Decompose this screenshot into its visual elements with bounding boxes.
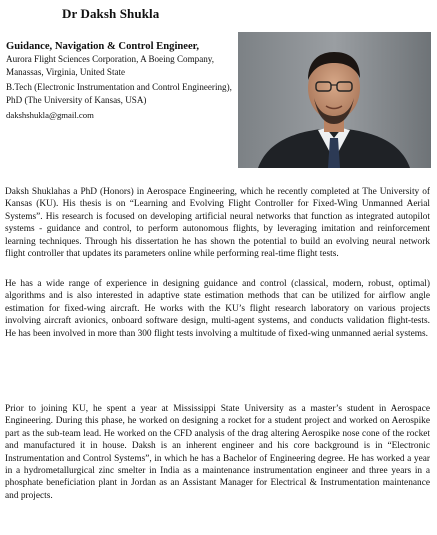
bio-text-1: Daksh Shuklahas a PhD (Honors) in Aerospace Engineering, which he recently completed at The University of Kansas (KU). His thesis is on “Learning and Evolving Flight Controller for Fixed-Wing Unmanned Aerial Systems”. His research is focused on developing artificial neural networks that function as integrated autopilot systems - guidance and control, to perform autonomous flights, by leveraging imitation and reinforcement learning techniques. Through his dissertation he has shown the potential to build an evolving neural network flight controller that updates its parameters online while performing real-time flight tests. (5, 187, 430, 260)
bio-paragraph-2 (5, 278, 430, 340)
email-address: dakshshukla@gmail.com (6, 110, 94, 120)
bio-paragraph-3 (5, 403, 430, 502)
profile-name: Dr Daksh Shukla (62, 6, 160, 21)
portrait-illustration (238, 32, 431, 168)
bio-paragraph-1 (5, 186, 430, 260)
bio-text-2: He has a wide range of experience in designing guidance and control (classical, modern, robust, optimal) algorithms and is also interested in adaptive state estimation methods that can be utilized for airflow angle estimation for fixed-wing aircraft. He works with the KU’s flight research laboratory on various projects involving aircraft avionics, onboard software design, multi-agent systems, and conducts validation flight-tests. He has been involved in more than 300 flight tests involving a multitude of fixed-wing unmanned aerial systems. (5, 279, 430, 339)
education: B.Tech (Electronic Instrumentation and Control Engineering), PhD (The University of Kansas, USA) (6, 82, 232, 105)
company-affiliation: Aurora Flight Sciences Corporation, A Boeing Company, Manassas, Virginia, United State (6, 54, 215, 77)
profile-header (6, 40, 236, 121)
job-title: Guidance, Navigation & Control Engineer, (6, 41, 200, 52)
profile-photo (238, 32, 431, 168)
bio-text-3: Prior to joining KU, he spent a year at Mississippi State University as a master’s student in Aerospace Engineering. During this phase, he worked on designing a rocket for a student project and worked on Aerospike part as the sub-team lead. He worked on the CFD analysis of the drag altering Aerospike nose cone of the rocket and manufactured it in house. Daksh is an inherent engineer and his core background is in “Electronic Instrumentation and Control Systems”, in which he has a Bachelor of Engineering degree. He has worked a year in a hydrometallurgical zinc smelter in India as a maintenance instrumentation engineer and three years in a phosphate beneficiation plant in Jordan as an Assistant Manager for Electrical & Instrumentation maintenance and projects. (5, 404, 430, 501)
